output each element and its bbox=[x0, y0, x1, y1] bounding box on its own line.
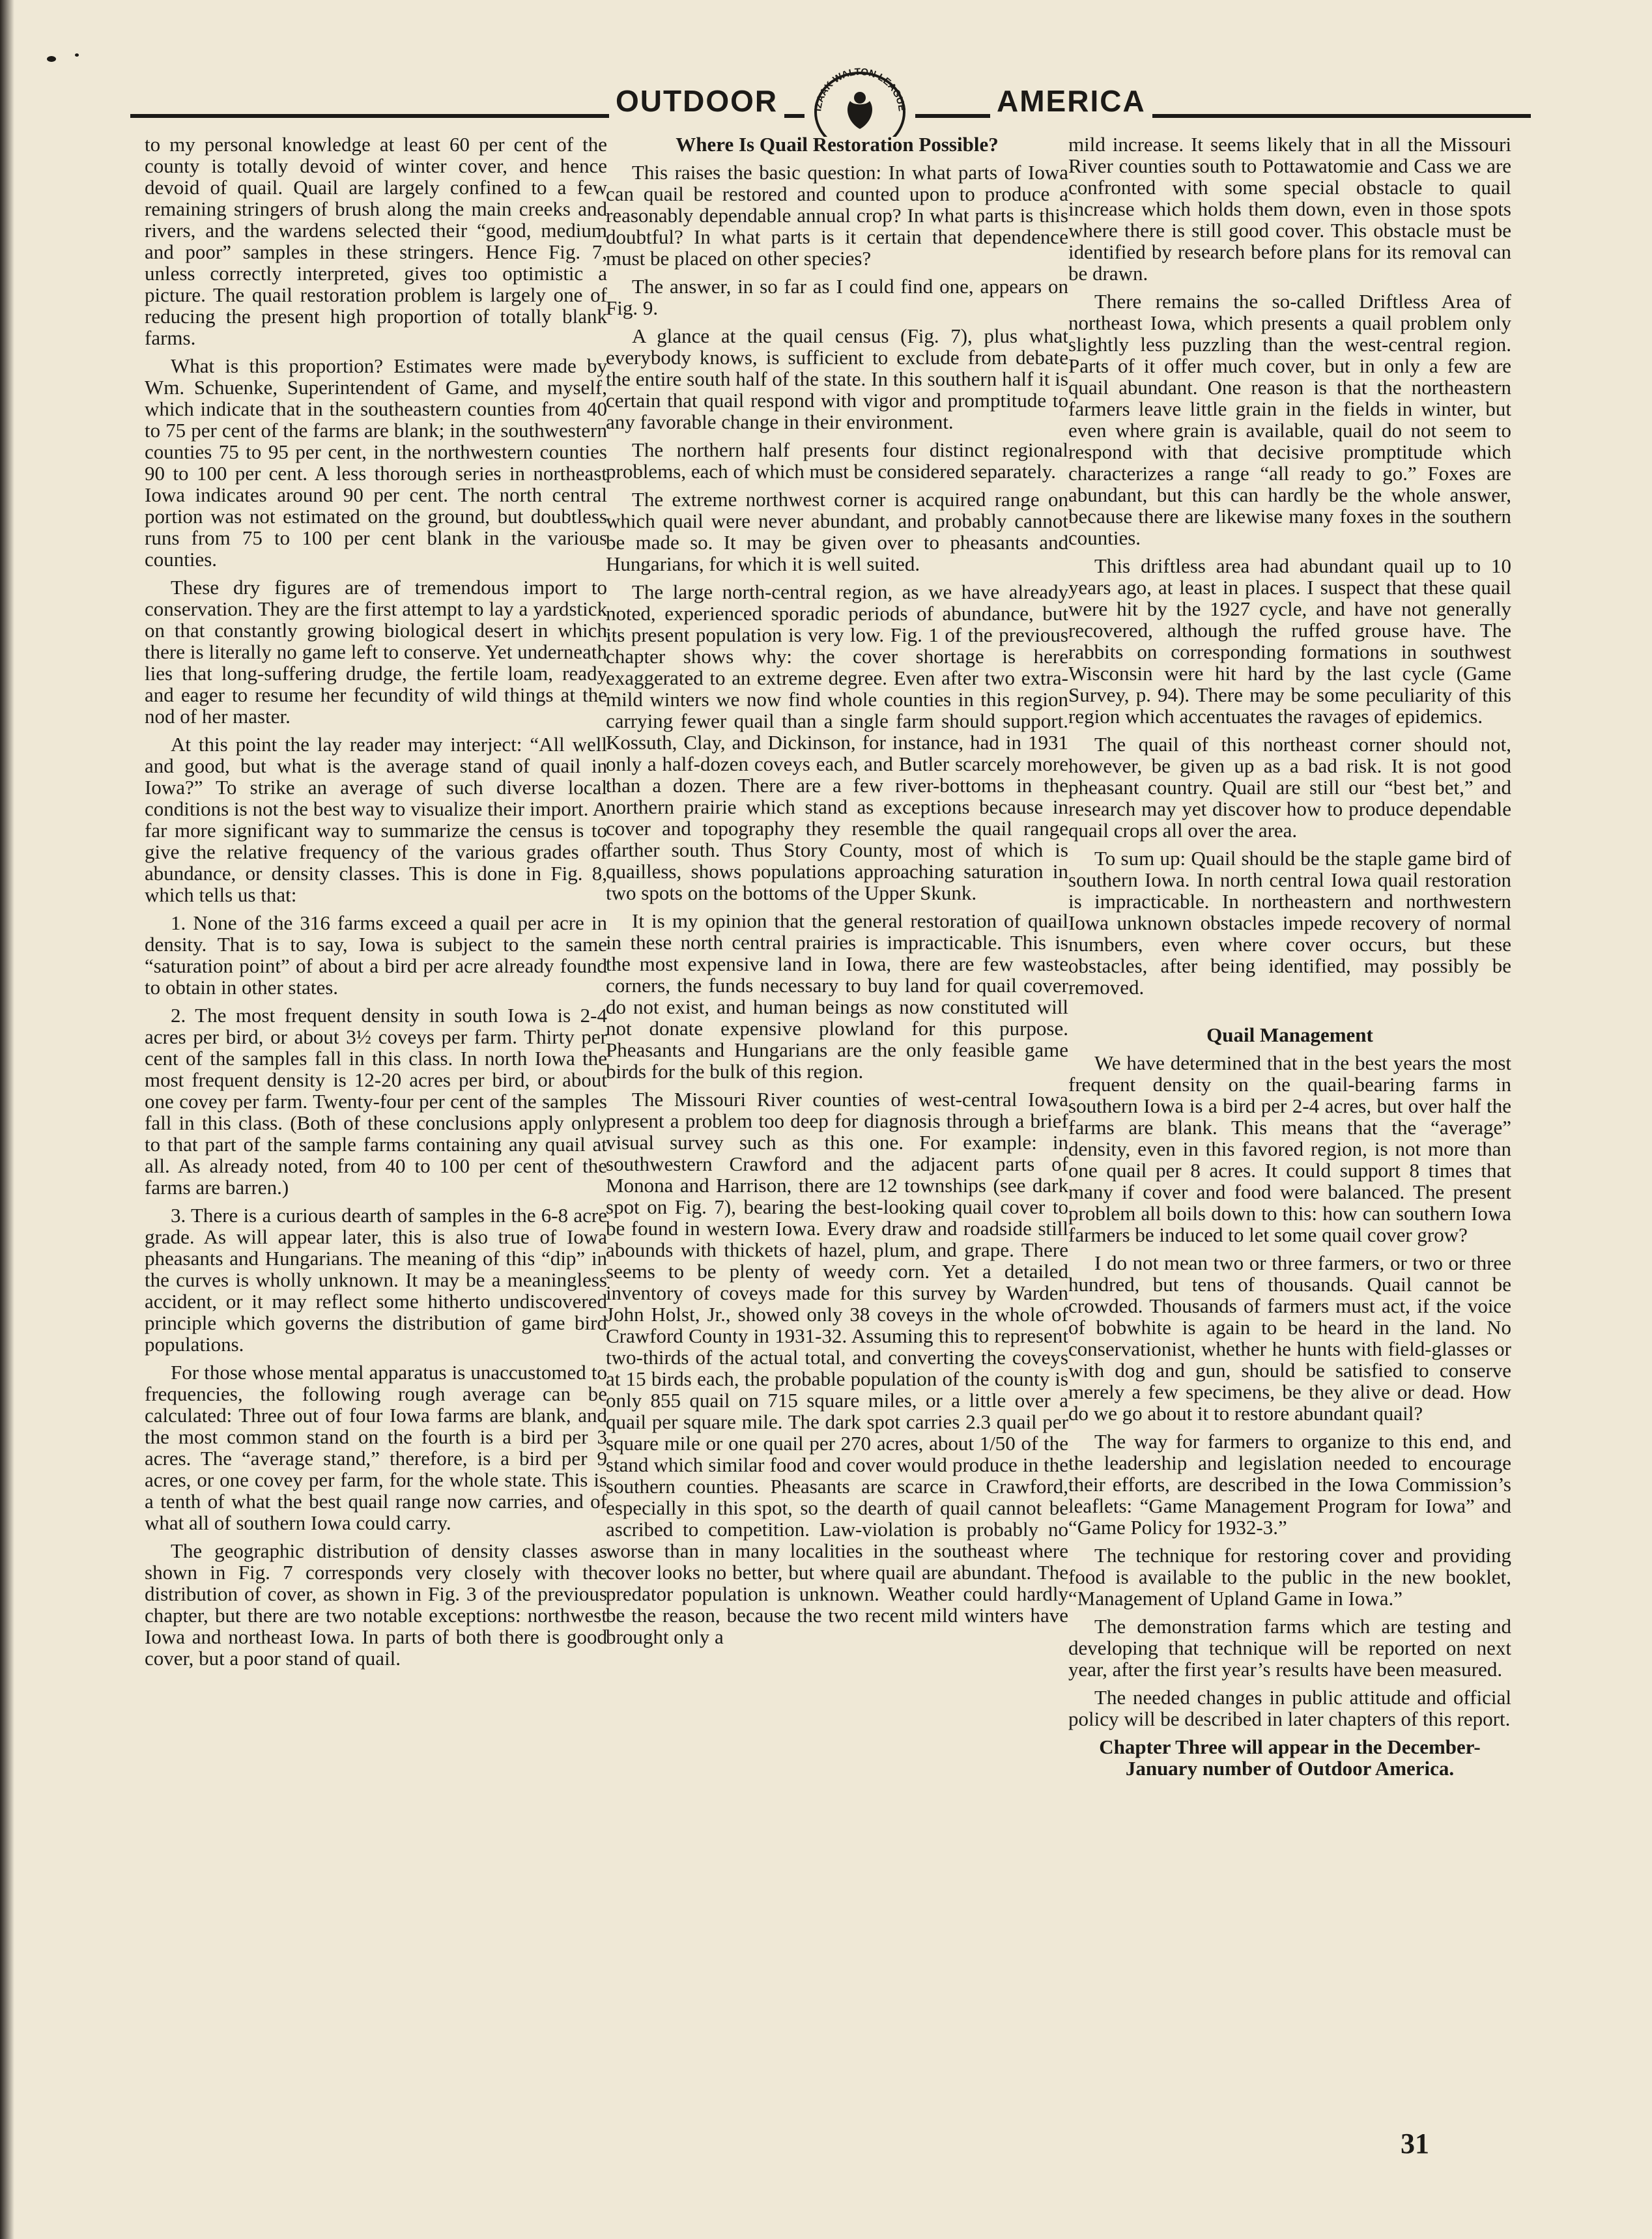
paragraph: 2. The most frequent density in south Iowa is 2-4 acres per bird, or about 3½ coveys per farm. Thirty per cent of the samples fall in this class. In north Iowa the most frequent density is 12-20 acres per bird, or about one covey per farm. Twenty-four per cent of the samples fall in this class. (Both of these conclusions apply only to that part of the sample farms containing any quail at all. As already noted, from 40 to 100 per cent of the farms are barren.) bbox=[145, 1004, 607, 1199]
paragraph: 1. None of the 316 farms exceed a quail per acre in density. That is to say, Iowa is subject to the same “saturation point” of about a bird per acre already found to obtain in other states. bbox=[145, 911, 607, 999]
paragraph: I do not mean two or three farmers, or two or three hundred, but tens of thousands. Quail cannot be crowded. Thousands of farmers must act, if the voice of bobwhite is again to be heard in the land. No conservationist, whether he hunts with field-glasses or with dog and gun, should be satisfied to conserve merely a few specimens, be they alive or dead. How do we go about it to restore abundant quail? bbox=[1068, 1251, 1511, 1425]
column-2 bbox=[606, 134, 1068, 2140]
paragraph: The geographic distribution of density classes as shown in Fig. 7 corresponds very closely with the distribution of cover, as shown in Fig. 3 of the previous chapter, but there are two notable exceptions: northwest Iowa and northeast Iowa. In parts of both there is good cover, but a poor stand of quail. bbox=[145, 1539, 607, 1670]
paragraph: The extreme northwest corner is acquired range on which quail were never abundant, and probably cannot be made so. It may be given over to pheasants and Hungarians, for which it is well suited. bbox=[606, 488, 1068, 575]
paragraph: The needed changes in public attitude and official policy will be described in later chapters of this report. bbox=[1068, 1686, 1511, 1730]
masthead-title-right: AMERICA bbox=[990, 83, 1152, 119]
paragraph: What is this proportion? Estimates were made by Wm. Schuenke, Superintendent of Game, and myself, which indicate that in the southeastern counties from 40 to 75 per cent of the farms are blank; in the southwestern counties 75 to 95 per cent, in the northwestern counties 90 to 100 per cent. A less thorough series in northeast Iowa indicates around 90 per cent. The north central portion was not estimated on the ground, but doubtless runs from 75 to 100 per cent blank in the various counties. bbox=[145, 354, 607, 571]
paragraph: To sum up: Quail should be the staple game bird of southern Iowa. In north central Iowa quail restoration is impracticable. In northeastern and northwestern Iowa unknown obstacles impede recovery of normal numbers, even where cover occurs, but these obstacles, after being identified, may possibly be removed. bbox=[1068, 847, 1511, 999]
paragraph: The answer, in so far as I could find one, appears on Fig. 9. bbox=[606, 275, 1068, 319]
paragraph: We have determined that in the best years the most frequent density on the quail-bearing farms in southern Iowa is a bird per 2-4 acres, but over half the farms are blank. This means that the “average” density, even in this favored region, is not more than one quail per 8 acres. It could support 8 times that many if cover and food were balanced. The present problem all boils down to this: how can southern Iowa farmers be induced to let some quail cover grow? bbox=[1068, 1051, 1511, 1246]
paragraph: The Missouri River counties of west-central Iowa present a problem too deep for diagnosis through a brief visual survey such as this one. For example: in southwestern Crawford and the adjacent parts of Monona and Harrison, there are 12 townships (see dark spot on Fig. 7), bearing the best-looking quail cover to be found in western Iowa. Every draw and roadside still abounds with thickets of hazel, plum, and grape. There seems to be plenty of weedy corn. Yet a detailed inventory of coveys made for this survey by Warden John Holst, Jr., showed only 38 coveys in the whole of Crawford County in 1931-32. Assuming this to represent two-thirds of the actual total, and converting the coveys at 15 birds each, the probable population of the county is only 855 quail on 715 square miles, or a little over a quail per square mile. The dark spot carries 2.3 quail per square mile or one quail per 270 acres, about 1/50 of the stand which similar food and cover would produce in the southern counties. Pheasants are scarce in Crawford, especially in this spot, so the dearth of quail cannot be ascribed to competition. Law-violation is probably no worse than in many localities in the southeast where cover looks no better, but where quail are abundant. The predator population is unknown. Weather could hardly be the reason, because the two recent mild winters have brought only a bbox=[606, 1088, 1068, 1648]
paragraph: The way for farmers to organize to this end, and the leadership and legislation needed to encourage their efforts, are described in the Iowa Commission’s leaflets: “Game Management Program for Iowa” and “Game Policy for 1932-3.” bbox=[1068, 1430, 1511, 1539]
page-number: 31 bbox=[1401, 2128, 1429, 2160]
league-emblem-icon bbox=[805, 65, 915, 137]
paragraph: There remains the so-called Driftless Area of northeast Iowa, which presents a quail problem only slightly less puzzling than the west-central region. Parts of it offer much cover, but in only a few are quail abundant. One reason is that the northeastern farmers leave little grain in the fields in winter, but even where grain is available, quail do not seem to respond with that decisive promptitude which characterizes a range “all ready to go.” Foxes are abundant, but this can hardly be the whole answer, because there are likewise many foxes in the southern counties. bbox=[1068, 290, 1511, 549]
ink-speck bbox=[75, 53, 79, 57]
paragraph: mild increase. It seems likely that in all the Missouri River counties south to Pottawatomie and Cass we are confronted with some special obstacle to quail increase which holds them down, even in those spots where there is still good cover. This obstacle must be identified by research before plans for its removal can be drawn. bbox=[1068, 133, 1511, 285]
section-heading: Where Is Quail Restoration Possible? bbox=[676, 133, 999, 156]
masthead bbox=[130, 66, 1531, 124]
ink-speck bbox=[47, 56, 56, 62]
paragraph: The large north-central region, as we have already noted, experienced sporadic periods of abundance, but its present population is very low. Fig. 1 of the previous chapter shows why: the cover shortage is here exaggerated to an extreme degree. Even after two extra-mild winters we now find whole counties in this region carrying fewer quail than a single farm should support. Kossuth, Clay, and Dickinson, for instance, had in 1931 only a half-dozen coveys each, and Butler scarcely more than a dozen. There are a few river-bottoms in the northern prairie which stand as exceptions because in cover and topography they resemble the quail range farther south. Thus Story County, most of which is quailless, shows populations approaching saturation in two spots on the bottoms of the Upper Skunk. bbox=[606, 580, 1068, 904]
paragraph: The technique for restoring cover and providing food is available to the public in the new booklet, “Management of Upland Game in Iowa.” bbox=[1068, 1544, 1511, 1610]
paragraph: This raises the basic question: In what parts of Iowa can quail be restored and counted upon to produce a reasonably dependable annual crop? In what parts is this doubtful? In what parts is it certain that dependence must be placed on other species? bbox=[606, 161, 1068, 270]
paragraph: This driftless area had abundant quail up to 10 years ago, at least in places. I suspect that these quail were hit by the 1927 cycle, and have not generally recovered, although the ruffed grouse have. The rabbits on corresponding formations in southwest Wisconsin were hit hard by the last cycle (Game Survey, p. 94). There may be some peculiarity of this region which accentuates the ravages of epidemics. bbox=[1068, 554, 1511, 728]
paragraph: These dry figures are of tremendous import to conservation. They are the first attempt to lay a yardstick on that constantly growing biological desert in which there is literally no game left to conserve. Yet underneath lies that long-suffering drudge, the fertile loam, ready and eager to resume her fecundity of wild things at the nod of her master. bbox=[145, 576, 607, 728]
paragraph: The quail of this northeast corner should not, however, be given up as a bad risk. It is not good pheasant country. Quail are still our “best bet,” and research may yet discover how to produce dependable quail crops all over the area. bbox=[1068, 733, 1511, 842]
paragraph: 3. There is a curious dearth of samples in the 6-8 acre grade. As will appear later, this is also true of Iowa pheasants and Hungarians. The meaning of this “dip” in the curves is wholly unknown. It may be a meaningless accident, or it may reflect some hitherto undiscovered principle which governs the distribution of game bird populations. bbox=[145, 1204, 607, 1356]
continuation-note: Chapter Three will appear in the December-January number of Outdoor America. bbox=[1099, 1735, 1481, 1780]
paragraph: It is my opinion that the general restoration of quail in these north central prairies is impracticable. This is the most expensive land in Iowa, there are few waste corners, the funds necessary to buy land for quail cover do not exist, and human beings as now constituted will not donate expensive plowland for this purpose. Pheasants and Hungarians are the only feasible game birds for the bulk of this region. bbox=[606, 909, 1068, 1083]
section-heading: Quail Management bbox=[1206, 1023, 1373, 1046]
emblem-text: IZAAK WALTON LEAGUE bbox=[812, 66, 907, 112]
column-3 bbox=[1068, 134, 1511, 2140]
paper-edge-shadow bbox=[0, 0, 14, 2239]
masthead-title-left: OUTDOOR bbox=[609, 83, 784, 119]
column-1 bbox=[145, 134, 607, 2140]
paragraph: A glance at the quail census (Fig. 7), plus what everybody knows, is sufficient to exclude from debate the entire south half of the state. In this southern half it is certain that quail respond with vigor and promptitude to any favorable change in their environment. bbox=[606, 324, 1068, 433]
paragraph: For those whose mental apparatus is unaccustomed to frequencies, the following rough average can be calculated: Three out of four Iowa farms are blank, and the most common stand on the fourth is a bird per 3 acres. The “average stand,” therefore, is a bird per 9 acres, or one covey per farm, for the whole state. This is a tenth of what the best quail range now carries, and of what all of southern Iowa could carry. bbox=[145, 1361, 607, 1534]
paragraph: At this point the lay reader may interject: “All well and good, but what is the average stand of quail in Iowa?” To strike an average of such diverse local conditions is not the best way to visualize their import. A far more significant way to summarize the census is to give the relative frequency of the various grades of abundance, or density classes. This is done in Fig. 8, which tells us that: bbox=[145, 733, 607, 906]
paragraph: The demonstration farms which are testing and developing that technique will be reported on next year, after the first year’s results have been measured. bbox=[1068, 1615, 1511, 1681]
paragraph: The northern half presents four distinct regional problems, each of which must be considered separately. bbox=[606, 438, 1068, 483]
paragraph: to my personal knowledge at least 60 per cent of the county is totally devoid of winter cover, and hence devoid of quail. Quail are largely confined to a few remaining stringers of brush along the main creeks and rivers, and the wardens selected their “good, medium and poor” samples in these stringers. Hence Fig. 7, unless correctly interpreted, gives too optimistic a picture. The quail restoration problem is largely one of reducing the present high proportion of totally blank farms. bbox=[145, 133, 607, 349]
